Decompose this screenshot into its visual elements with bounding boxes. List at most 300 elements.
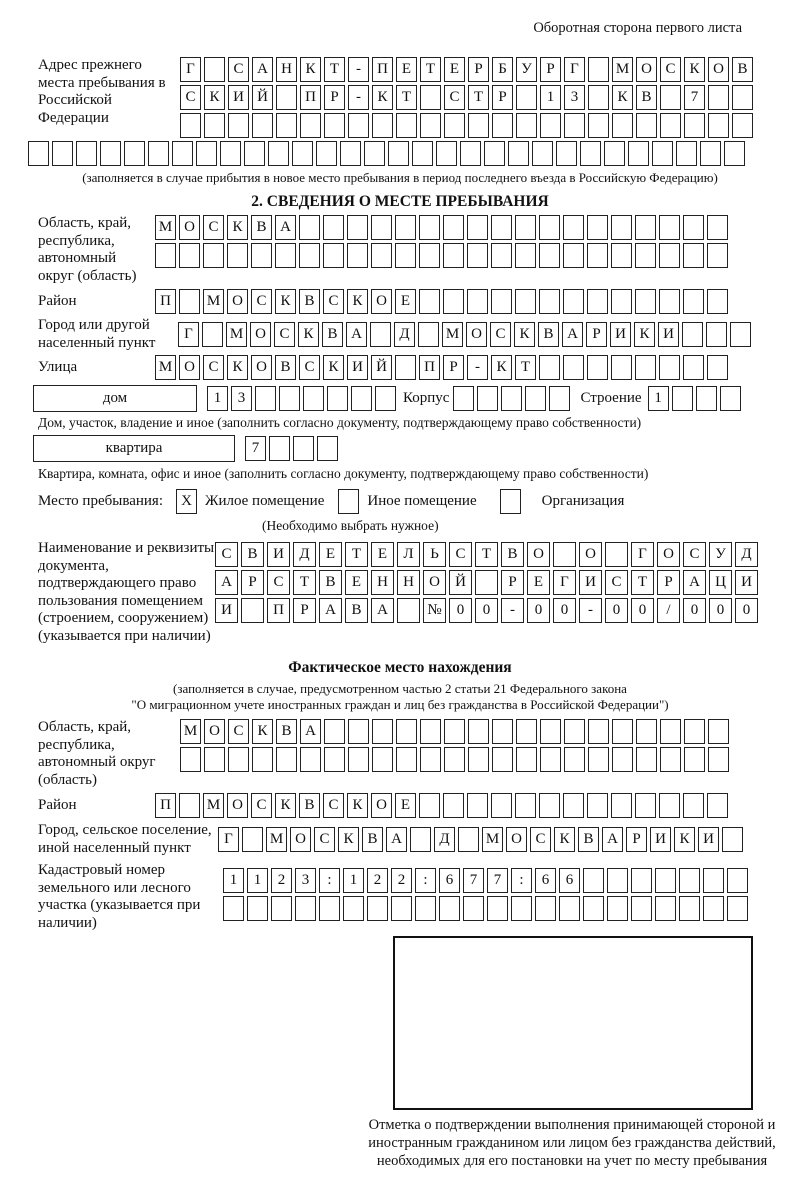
char-cell[interactable]	[220, 141, 241, 166]
char-cell[interactable]	[659, 355, 680, 380]
char-cell[interactable]: Б	[492, 57, 513, 82]
char-cell[interactable]	[204, 747, 225, 772]
char-cell[interactable]	[460, 141, 481, 166]
char-cell[interactable]	[419, 215, 440, 240]
char-cell[interactable]: Н	[371, 570, 394, 595]
char-cell[interactable]: Й	[449, 570, 472, 595]
char-cell[interactable]	[628, 141, 649, 166]
char-cell[interactable]	[660, 719, 681, 744]
char-cell[interactable]	[707, 289, 728, 314]
char-cell[interactable]	[347, 215, 368, 240]
char-cell[interactable]	[655, 868, 676, 893]
char-cell[interactable]	[299, 243, 320, 268]
char-cell[interactable]	[415, 896, 436, 921]
char-cell[interactable]: С	[267, 570, 290, 595]
char-cell[interactable]	[564, 719, 585, 744]
char-cell[interactable]: К	[347, 289, 368, 314]
char-cell[interactable]: М	[266, 827, 287, 852]
char-cell[interactable]	[319, 896, 340, 921]
char-cell[interactable]: И	[228, 85, 249, 110]
char-cell[interactable]	[683, 793, 704, 818]
char-cell[interactable]: Т	[396, 85, 417, 110]
char-cell[interactable]	[340, 141, 361, 166]
char-cell[interactable]: Г	[180, 57, 201, 82]
char-cell[interactable]	[300, 113, 321, 138]
char-cell[interactable]: В	[275, 355, 296, 380]
char-cell[interactable]	[587, 793, 608, 818]
char-cell[interactable]: П	[155, 289, 176, 314]
char-cell[interactable]: Г	[218, 827, 239, 852]
char-cell[interactable]: 0	[735, 598, 758, 623]
char-cell[interactable]	[540, 747, 561, 772]
char-cell[interactable]	[276, 113, 297, 138]
char-cell[interactable]	[463, 896, 484, 921]
char-cell[interactable]	[395, 355, 416, 380]
char-cell[interactable]	[443, 793, 464, 818]
char-cell[interactable]: 7	[487, 868, 508, 893]
char-cell[interactable]: 0	[475, 598, 498, 623]
char-cell[interactable]: О	[371, 793, 392, 818]
char-cell[interactable]: С	[490, 322, 511, 347]
char-cell[interactable]: О	[204, 719, 225, 744]
char-cell[interactable]: И	[579, 570, 602, 595]
char-cell[interactable]	[683, 243, 704, 268]
char-cell[interactable]	[660, 113, 681, 138]
char-cell[interactable]	[303, 386, 324, 411]
char-cell[interactable]	[292, 141, 313, 166]
stay-type-checkbox-residential[interactable]: X	[176, 489, 197, 514]
char-cell[interactable]	[317, 436, 338, 461]
char-cell[interactable]: :	[415, 868, 436, 893]
char-cell[interactable]: Л	[397, 542, 420, 567]
char-cell[interactable]	[539, 215, 560, 240]
char-cell[interactable]: -	[579, 598, 602, 623]
char-cell[interactable]	[475, 570, 498, 595]
char-cell[interactable]	[241, 598, 264, 623]
char-cell[interactable]	[516, 747, 537, 772]
char-cell[interactable]: Р	[586, 322, 607, 347]
char-cell[interactable]: О	[657, 542, 680, 567]
char-cell[interactable]	[611, 793, 632, 818]
char-cell[interactable]	[467, 793, 488, 818]
char-cell[interactable]	[605, 542, 628, 567]
char-cell[interactable]	[708, 747, 729, 772]
char-cell[interactable]: Р	[241, 570, 264, 595]
char-cell[interactable]	[180, 747, 201, 772]
char-cell[interactable]: 1	[223, 868, 244, 893]
char-cell[interactable]	[420, 747, 441, 772]
char-cell[interactable]: О	[227, 793, 248, 818]
char-cell[interactable]: К	[684, 57, 705, 82]
char-cell[interactable]	[660, 85, 681, 110]
char-cell[interactable]	[708, 719, 729, 744]
char-cell[interactable]	[419, 243, 440, 268]
char-cell[interactable]: И	[610, 322, 631, 347]
char-cell[interactable]	[515, 793, 536, 818]
char-cell[interactable]: К	[491, 355, 512, 380]
char-cell[interactable]	[100, 141, 121, 166]
char-cell[interactable]: А	[215, 570, 238, 595]
char-cell[interactable]: 6	[535, 868, 556, 893]
char-cell[interactable]	[563, 215, 584, 240]
char-cell[interactable]	[275, 243, 296, 268]
char-cell[interactable]: К	[372, 85, 393, 110]
char-cell[interactable]: К	[204, 85, 225, 110]
char-cell[interactable]	[532, 141, 553, 166]
char-cell[interactable]	[372, 113, 393, 138]
char-cell[interactable]: С	[228, 719, 249, 744]
char-cell[interactable]: Р	[626, 827, 647, 852]
char-cell[interactable]: Д	[394, 322, 415, 347]
char-cell[interactable]	[587, 215, 608, 240]
char-cell[interactable]: Р	[468, 57, 489, 82]
char-cell[interactable]: С	[251, 289, 272, 314]
char-cell[interactable]: Р	[492, 85, 513, 110]
char-cell[interactable]: С	[323, 289, 344, 314]
char-cell[interactable]	[587, 355, 608, 380]
char-cell[interactable]	[563, 289, 584, 314]
char-cell[interactable]: Т	[293, 570, 316, 595]
char-cell[interactable]	[348, 747, 369, 772]
char-cell[interactable]: В	[732, 57, 753, 82]
char-cell[interactable]: Т	[420, 57, 441, 82]
char-cell[interactable]: Т	[475, 542, 498, 567]
char-cell[interactable]: -	[348, 85, 369, 110]
char-cell[interactable]	[255, 386, 276, 411]
char-cell[interactable]: 1	[540, 85, 561, 110]
char-cell[interactable]	[696, 386, 717, 411]
char-cell[interactable]	[607, 868, 628, 893]
char-cell[interactable]	[228, 747, 249, 772]
char-cell[interactable]: Р	[540, 57, 561, 82]
char-cell[interactable]: О	[227, 289, 248, 314]
char-cell[interactable]: 0	[553, 598, 576, 623]
char-cell[interactable]: Р	[324, 85, 345, 110]
char-cell[interactable]: /	[657, 598, 680, 623]
char-cell[interactable]: О	[579, 542, 602, 567]
char-cell[interactable]	[588, 57, 609, 82]
char-cell[interactable]: Г	[178, 322, 199, 347]
char-cell[interactable]	[468, 719, 489, 744]
char-cell[interactable]	[364, 141, 385, 166]
char-cell[interactable]	[491, 793, 512, 818]
char-cell[interactable]	[155, 243, 176, 268]
char-cell[interactable]	[559, 896, 580, 921]
char-cell[interactable]: М	[155, 215, 176, 240]
char-cell[interactable]: О	[708, 57, 729, 82]
char-cell[interactable]	[395, 243, 416, 268]
char-cell[interactable]	[492, 747, 513, 772]
char-cell[interactable]	[549, 386, 570, 411]
char-cell[interactable]: 1	[343, 868, 364, 893]
char-cell[interactable]: О	[290, 827, 311, 852]
char-cell[interactable]	[323, 243, 344, 268]
char-cell[interactable]: Г	[631, 542, 654, 567]
char-cell[interactable]	[396, 747, 417, 772]
char-cell[interactable]	[179, 243, 200, 268]
char-cell[interactable]: Р	[443, 355, 464, 380]
char-cell[interactable]	[611, 243, 632, 268]
char-cell[interactable]: Т	[631, 570, 654, 595]
char-cell[interactable]: -	[501, 598, 524, 623]
char-cell[interactable]	[420, 113, 441, 138]
char-cell[interactable]	[660, 747, 681, 772]
char-cell[interactable]	[612, 113, 633, 138]
char-cell[interactable]: К	[347, 793, 368, 818]
char-cell[interactable]	[327, 386, 348, 411]
char-cell[interactable]	[444, 719, 465, 744]
char-cell[interactable]: М	[482, 827, 503, 852]
char-cell[interactable]	[279, 386, 300, 411]
char-cell[interactable]: И	[215, 598, 238, 623]
char-cell[interactable]	[375, 386, 396, 411]
char-cell[interactable]	[269, 436, 290, 461]
char-cell[interactable]: К	[252, 719, 273, 744]
char-cell[interactable]: О	[251, 355, 272, 380]
char-cell[interactable]: Ц	[709, 570, 732, 595]
char-cell[interactable]	[515, 289, 536, 314]
char-cell[interactable]: Е	[396, 57, 417, 82]
stay-type-checkbox-organization[interactable]	[500, 489, 521, 514]
char-cell[interactable]: С	[203, 355, 224, 380]
char-cell[interactable]: К	[554, 827, 575, 852]
char-cell[interactable]: А	[386, 827, 407, 852]
char-cell[interactable]: 7	[463, 868, 484, 893]
char-cell[interactable]: С	[605, 570, 628, 595]
char-cell[interactable]	[491, 215, 512, 240]
char-cell[interactable]	[587, 243, 608, 268]
char-cell[interactable]	[204, 113, 225, 138]
char-cell[interactable]: -	[467, 355, 488, 380]
char-cell[interactable]: Й	[252, 85, 273, 110]
char-cell[interactable]	[730, 322, 751, 347]
char-cell[interactable]	[515, 243, 536, 268]
char-cell[interactable]	[227, 243, 248, 268]
char-cell[interactable]	[588, 85, 609, 110]
char-cell[interactable]: М	[180, 719, 201, 744]
char-cell[interactable]: О	[423, 570, 446, 595]
char-cell[interactable]	[707, 215, 728, 240]
char-cell[interactable]	[343, 896, 364, 921]
char-cell[interactable]: Е	[395, 793, 416, 818]
char-cell[interactable]	[612, 719, 633, 744]
char-cell[interactable]	[124, 141, 145, 166]
char-cell[interactable]: 3	[231, 386, 252, 411]
char-cell[interactable]: А	[319, 598, 342, 623]
char-cell[interactable]	[588, 719, 609, 744]
char-cell[interactable]: К	[298, 322, 319, 347]
char-cell[interactable]: Т	[515, 355, 536, 380]
char-cell[interactable]	[444, 113, 465, 138]
char-cell[interactable]	[635, 355, 656, 380]
char-cell[interactable]	[372, 719, 393, 744]
char-cell[interactable]: С	[251, 793, 272, 818]
char-cell[interactable]	[148, 141, 169, 166]
char-cell[interactable]	[420, 719, 441, 744]
char-cell[interactable]: С	[203, 215, 224, 240]
char-cell[interactable]: К	[612, 85, 633, 110]
char-cell[interactable]	[708, 113, 729, 138]
char-cell[interactable]: 3	[564, 85, 585, 110]
char-cell[interactable]	[684, 747, 705, 772]
char-cell[interactable]: М	[155, 355, 176, 380]
char-cell[interactable]	[203, 243, 224, 268]
char-cell[interactable]: Т	[468, 85, 489, 110]
char-cell[interactable]	[484, 141, 505, 166]
char-cell[interactable]: Д	[434, 827, 455, 852]
char-cell[interactable]	[635, 215, 656, 240]
char-cell[interactable]: О	[179, 355, 200, 380]
char-cell[interactable]	[683, 289, 704, 314]
char-cell[interactable]	[443, 243, 464, 268]
char-cell[interactable]	[604, 141, 625, 166]
char-cell[interactable]	[391, 896, 412, 921]
char-cell[interactable]: 0	[631, 598, 654, 623]
char-cell[interactable]	[419, 793, 440, 818]
char-cell[interactable]	[636, 113, 657, 138]
char-cell[interactable]: О	[250, 322, 271, 347]
char-cell[interactable]	[516, 85, 537, 110]
char-cell[interactable]	[397, 598, 420, 623]
char-cell[interactable]: -	[348, 57, 369, 82]
char-cell[interactable]	[228, 113, 249, 138]
char-cell[interactable]: 1	[247, 868, 268, 893]
char-cell[interactable]: В	[276, 719, 297, 744]
char-cell[interactable]	[611, 355, 632, 380]
char-cell[interactable]: 0	[527, 598, 550, 623]
char-cell[interactable]	[202, 322, 223, 347]
char-cell[interactable]	[631, 868, 652, 893]
char-cell[interactable]: П	[267, 598, 290, 623]
char-cell[interactable]	[724, 141, 745, 166]
char-cell[interactable]	[563, 243, 584, 268]
char-cell[interactable]	[635, 793, 656, 818]
char-cell[interactable]: Н	[276, 57, 297, 82]
char-cell[interactable]: С	[314, 827, 335, 852]
char-cell[interactable]	[491, 243, 512, 268]
char-cell[interactable]	[683, 355, 704, 380]
char-cell[interactable]: :	[511, 868, 532, 893]
char-cell[interactable]: О	[636, 57, 657, 82]
char-cell[interactable]: А	[602, 827, 623, 852]
char-cell[interactable]: Е	[395, 289, 416, 314]
char-cell[interactable]	[727, 896, 748, 921]
char-cell[interactable]: 2	[391, 868, 412, 893]
char-cell[interactable]	[635, 289, 656, 314]
char-cell[interactable]: 7	[684, 85, 705, 110]
char-cell[interactable]	[612, 747, 633, 772]
char-cell[interactable]: В	[319, 570, 342, 595]
char-cell[interactable]: Р	[657, 570, 680, 595]
char-cell[interactable]	[179, 289, 200, 314]
char-cell[interactable]: О	[506, 827, 527, 852]
char-cell[interactable]	[396, 113, 417, 138]
char-cell[interactable]	[583, 896, 604, 921]
char-cell[interactable]: М	[442, 322, 463, 347]
char-cell[interactable]	[676, 141, 697, 166]
char-cell[interactable]: У	[709, 542, 732, 567]
char-cell[interactable]	[370, 322, 391, 347]
char-cell[interactable]	[684, 113, 705, 138]
char-cell[interactable]: Р	[501, 570, 524, 595]
char-cell[interactable]	[324, 747, 345, 772]
char-cell[interactable]: 2	[367, 868, 388, 893]
char-cell[interactable]: К	[227, 355, 248, 380]
char-cell[interactable]	[707, 793, 728, 818]
confirmation-stamp-box[interactable]	[393, 936, 753, 1110]
char-cell[interactable]: П	[419, 355, 440, 380]
char-cell[interactable]	[563, 355, 584, 380]
char-cell[interactable]	[587, 289, 608, 314]
char-cell[interactable]: 1	[648, 386, 669, 411]
char-cell[interactable]	[539, 793, 560, 818]
char-cell[interactable]: 6	[559, 868, 580, 893]
char-cell[interactable]: М	[612, 57, 633, 82]
char-cell[interactable]: К	[338, 827, 359, 852]
char-cell[interactable]: :	[319, 868, 340, 893]
char-cell[interactable]	[611, 215, 632, 240]
char-cell[interactable]: Г	[553, 570, 576, 595]
char-cell[interactable]	[324, 113, 345, 138]
char-cell[interactable]	[410, 827, 431, 852]
char-cell[interactable]	[388, 141, 409, 166]
char-cell[interactable]	[540, 113, 561, 138]
char-cell[interactable]	[535, 896, 556, 921]
char-cell[interactable]	[679, 896, 700, 921]
char-cell[interactable]: М	[226, 322, 247, 347]
char-cell[interactable]	[395, 215, 416, 240]
char-cell[interactable]: С	[274, 322, 295, 347]
char-cell[interactable]: И	[347, 355, 368, 380]
char-cell[interactable]: П	[155, 793, 176, 818]
char-cell[interactable]	[539, 355, 560, 380]
char-cell[interactable]	[540, 719, 561, 744]
char-cell[interactable]	[299, 215, 320, 240]
char-cell[interactable]	[539, 289, 560, 314]
char-cell[interactable]: Е	[371, 542, 394, 567]
char-cell[interactable]	[276, 85, 297, 110]
char-cell[interactable]	[655, 896, 676, 921]
char-cell[interactable]	[706, 322, 727, 347]
char-cell[interactable]	[703, 896, 724, 921]
char-cell[interactable]	[492, 719, 513, 744]
char-cell[interactable]	[295, 896, 316, 921]
house-box[interactable]: дом	[33, 385, 197, 412]
char-cell[interactable]: Д	[293, 542, 316, 567]
char-cell[interactable]: 0	[683, 598, 706, 623]
char-cell[interactable]: К	[514, 322, 535, 347]
char-cell[interactable]	[467, 215, 488, 240]
char-cell[interactable]	[659, 793, 680, 818]
char-cell[interactable]: 0	[449, 598, 472, 623]
char-cell[interactable]: В	[538, 322, 559, 347]
char-cell[interactable]	[564, 113, 585, 138]
char-cell[interactable]: Е	[345, 570, 368, 595]
char-cell[interactable]	[722, 827, 743, 852]
char-cell[interactable]: Д	[735, 542, 758, 567]
char-cell[interactable]	[348, 113, 369, 138]
char-cell[interactable]	[419, 289, 440, 314]
char-cell[interactable]	[516, 113, 537, 138]
char-cell[interactable]: П	[300, 85, 321, 110]
char-cell[interactable]	[420, 85, 441, 110]
char-cell[interactable]	[443, 289, 464, 314]
char-cell[interactable]	[556, 141, 577, 166]
char-cell[interactable]	[28, 141, 49, 166]
char-cell[interactable]	[418, 322, 439, 347]
char-cell[interactable]: 6	[439, 868, 460, 893]
char-cell[interactable]: Г	[564, 57, 585, 82]
